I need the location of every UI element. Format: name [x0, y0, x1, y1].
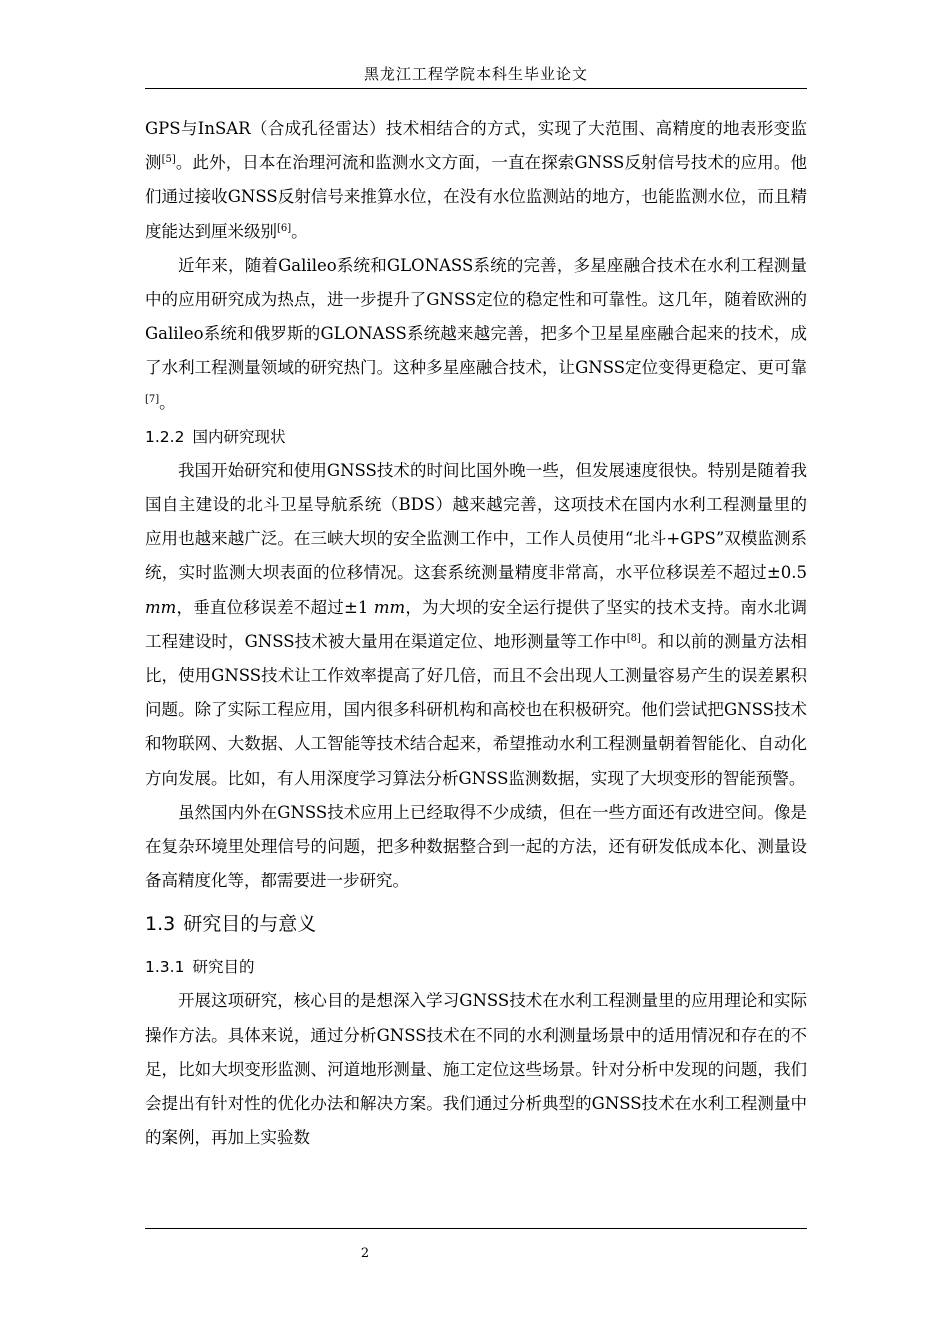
page-number: 2	[360, 1246, 370, 1261]
citation-ref[interactable]: [7]	[145, 393, 160, 405]
section-number: 1.3	[145, 913, 176, 936]
paragraph-text: 。	[291, 221, 308, 241]
page-body	[145, 112, 807, 1155]
citation-ref[interactable]: [8]	[626, 632, 641, 644]
paragraph-text: 我国开始研究和使用GNSS技术的时间比国外晚一些，但发展速度很快。特别是随着我国自主建设的北斗卫星导航系统（BDS）越来越完善，这项技术在国内水利工程测量里的应用也越来越广泛。在三峡大坝的安全监测工作中，工作人员使用“北斗+GPS”双模监测系统，实时监测大坝表面的位移情况。这套系统测量精度非常高，水平位移误差不超过±0.5	[145, 460, 807, 583]
paragraph-text: GPS与InSAR（合成孔径雷达）技术相结合的方式，实现了大范围、高精度的地表形变监测	[145, 119, 807, 173]
section-title: 国内研究现状	[192, 427, 286, 446]
section-heading-1-3	[145, 898, 807, 950]
unit-mm: mm	[145, 597, 177, 617]
section-heading-1-2-2	[145, 420, 807, 454]
footer-rule	[145, 1228, 807, 1229]
citation-ref[interactable]: [5]	[161, 154, 176, 166]
paragraph-text: 近年来，随着Galileo系统和GLONASS系统的完善，多星座融合技术在水利工程测量中的应用研究成为热点，进一步提升了GNSS定位的稳定性和可靠性。这几年，随着欧洲的Galileo系统和俄罗斯的GLONASS系统越来越完善，把多个卫星星座融合起来的技术，成了水利工程测量领域的研究热门。这种多星座融合技术，让GNSS定位变得更稳定、更可靠	[145, 255, 807, 378]
section-number: 1.2.2	[145, 427, 185, 446]
paragraph-domestic-research	[145, 454, 807, 796]
section-number: 1.3.1	[145, 958, 185, 977]
page-header: 黑龙江工程学院本科生毕业论文	[363, 65, 588, 83]
section-heading-1-3-1	[145, 950, 807, 984]
citation-ref[interactable]: [6]	[277, 222, 292, 234]
section-title: 研究目的	[192, 958, 255, 977]
paragraph-multi-constellation	[145, 249, 807, 420]
paragraph-text: ，垂直位移误差不超过±1	[176, 597, 374, 617]
paragraph-foreign-research-continued	[145, 112, 807, 249]
paragraph-summary: 虽然国内外在GNSS技术应用上已经取得不少成绩，但在一些方面还有改进空间。像是在复杂环境里处理信号的问题，把多种数据整合到一起的方法，还有研发低成本化、测量设备高精度化等，都需要进一步研究。	[145, 802, 807, 891]
paragraph-text: 。和以前的测量方法相比，使用GNSS技术让工作效率提高了好几倍，而且不会出现人工测量容易产生的误差累积问题。除了实际工程应用，国内很多科研机构和高校也在积极研究。他们尝试把GNSS技术和物联网、大数据、人工智能等技术结合起来，希望推动水利工程测量朝着智能化、自动化方向发展。比如，有人用深度学习算法分析GNSS监测数据，实现了大坝变形的智能预警。	[145, 631, 808, 788]
paragraph-text: 。此外，日本在治理河流和监测水文方面，一直在探索GNSS反射信号技术的应用。他们通过接收GNSS反射信号来推算水位，在没有水位监测站的地方，也能监测水位，而且精度能达到厘米级别	[145, 153, 808, 241]
section-title: 研究目的与意义	[183, 913, 317, 936]
header-rule	[145, 88, 807, 89]
paragraph-text: 。	[159, 392, 176, 412]
unit-mm: mm	[373, 597, 406, 617]
paragraph-text: ，为大坝的安全运行提供了坚实的技术支持。南水北调工程建设时，GNSS技术被大量用在渠道定位、地形测量等工作中	[145, 597, 807, 651]
paragraph-research-purpose: 开展这项研究，核心目的是想深入学习GNSS技术在水利工程测量里的应用理论和实际操作方法。具体来说，通过分析GNSS技术在不同的水利测量场景中的适用情况和存在的不足，比如大坝变形监测、河道地形测量、施工定位这些场景。针对分析中发现的问题，我们会提出有针对性的优化办法和解决方案。我们通过分析典型的GNSS技术在水利工程测量中的案例，再加上实验数	[145, 991, 807, 1148]
